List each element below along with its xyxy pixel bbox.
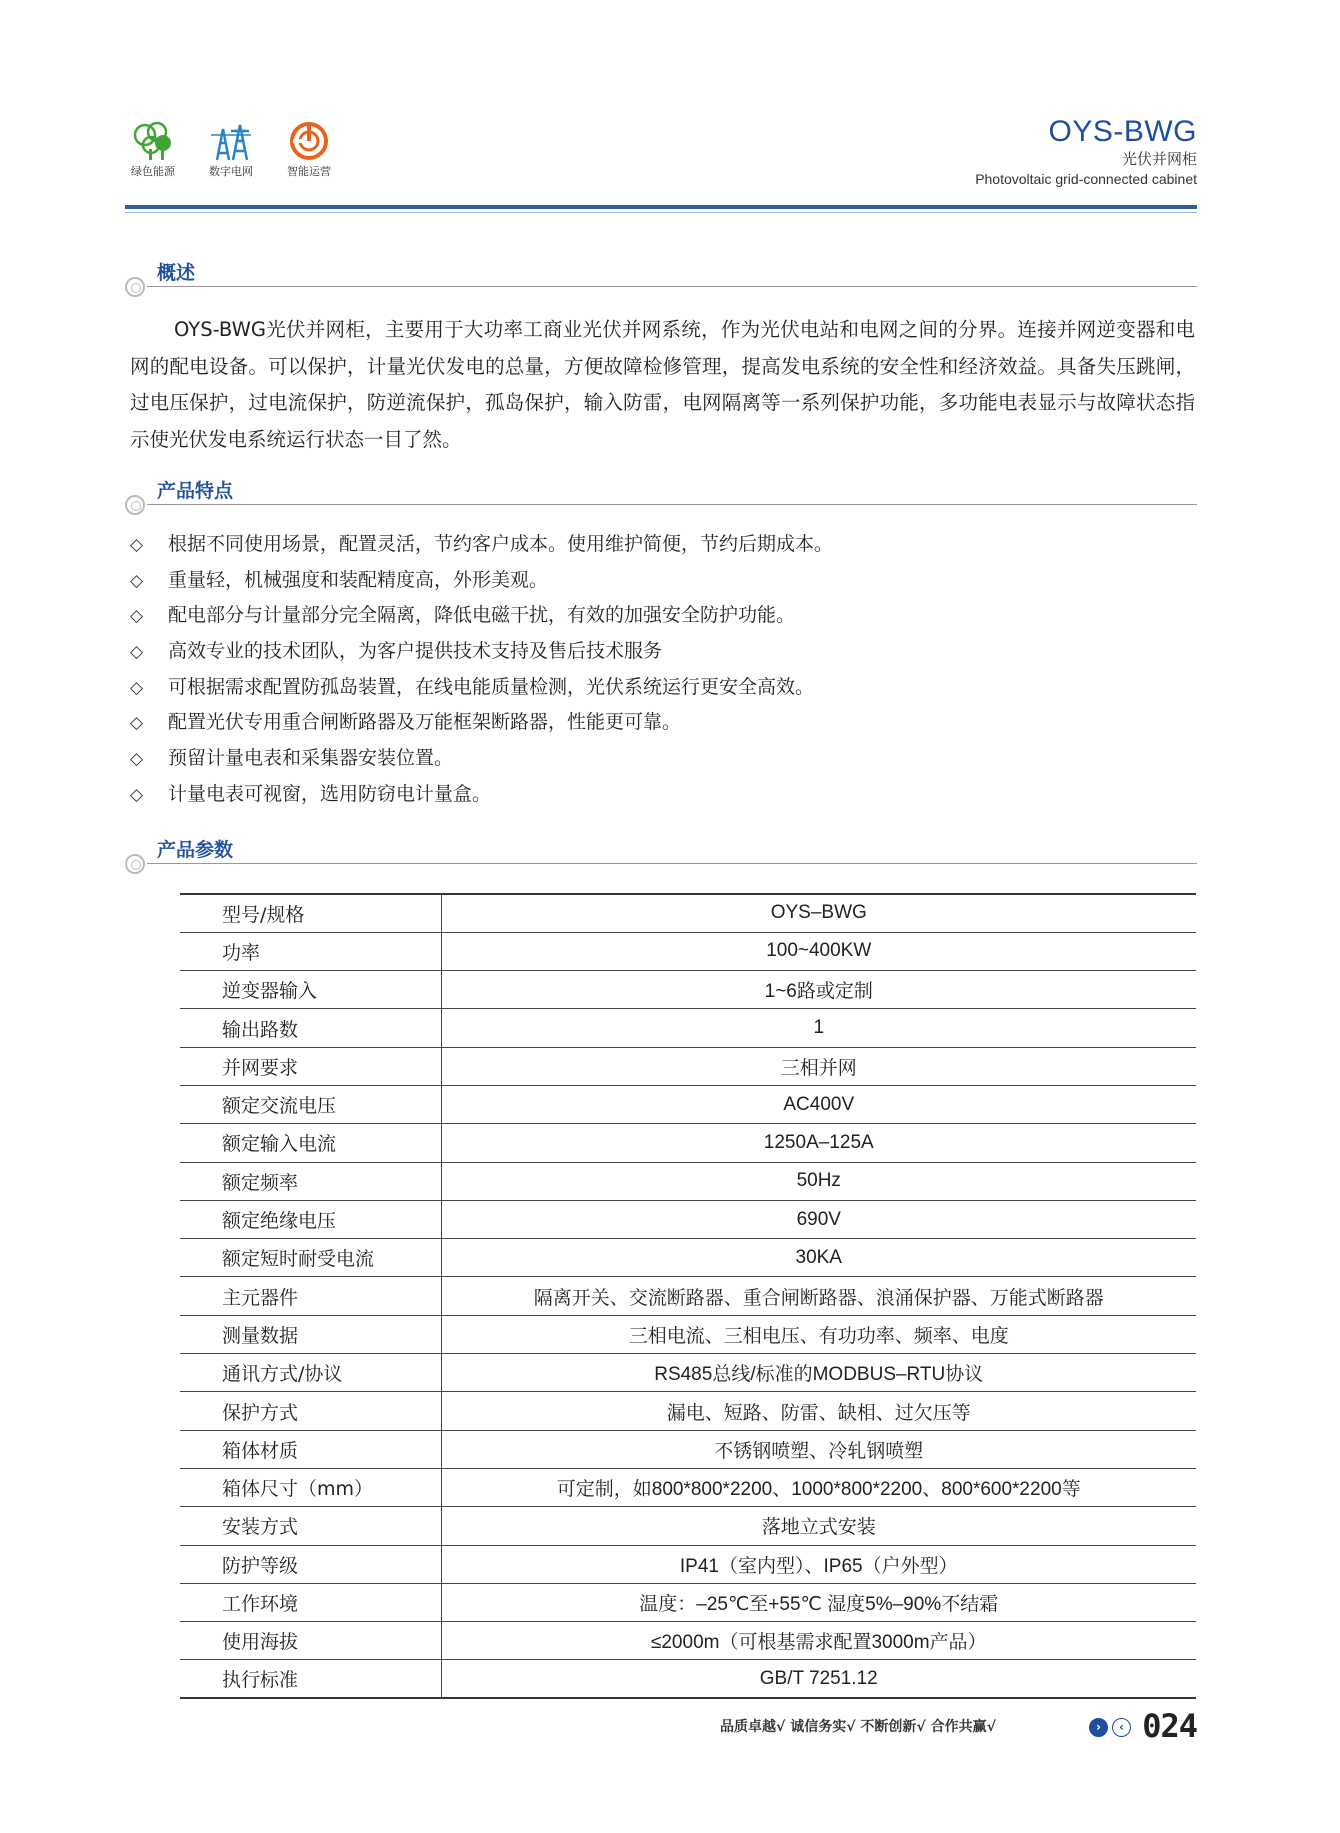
table-row: [180, 932, 1196, 970]
section-heading: 概述: [157, 262, 196, 284]
logo-label: 绿色能源: [131, 165, 175, 178]
header-divider: [125, 205, 1197, 209]
table-row: [180, 1468, 1196, 1506]
param-value: 1250A–125A: [441, 1124, 1196, 1162]
param-name: 通讯方式/协议: [180, 1354, 441, 1392]
next-page-icon[interactable]: ›: [1089, 1718, 1108, 1737]
table-row: [180, 1200, 1196, 1238]
diamond-bullet-icon: ◇: [130, 570, 144, 591]
diamond-bullet-icon: ◇: [130, 677, 144, 698]
table-row: [180, 1162, 1196, 1200]
list-item: [130, 527, 1190, 563]
table-row: [180, 1009, 1196, 1047]
param-value: IP41（室内型）、IP65（户外型）: [441, 1545, 1196, 1583]
logo-smart-operation: [281, 121, 337, 179]
param-name: 箱体材质: [180, 1430, 441, 1468]
feature-text: 配置光伏专用重合闸断路器及万能框架断路器，性能更可靠。: [168, 711, 682, 734]
section-overview-title: [125, 258, 1197, 298]
footer-slogan: 品质卓越√ 诚信务实√ 不断创新√ 合作共赢√: [720, 1719, 996, 1735]
list-item: [130, 670, 1190, 706]
table-row: [180, 1239, 1196, 1277]
param-name: 保护方式: [180, 1392, 441, 1430]
logo-green-energy: [125, 121, 181, 179]
param-name: 额定绝缘电压: [180, 1200, 441, 1238]
param-value: AC400V: [441, 1085, 1196, 1123]
param-name: 输出路数: [180, 1009, 441, 1047]
table-row: [180, 1622, 1196, 1660]
param-name: 执行标准: [180, 1660, 441, 1698]
page-footer: [720, 1708, 1197, 1744]
diamond-bullet-icon: ◇: [130, 606, 144, 627]
param-value: 三相电流、三相电压、有功功率、频率、电度: [441, 1315, 1196, 1353]
diamond-bullet-icon: ◇: [130, 713, 144, 734]
list-item: [130, 741, 1190, 777]
page-header: [125, 115, 1197, 215]
feature-text: 计量电表可视窗，选用防窃电计量盒。: [168, 782, 492, 805]
table-row: [180, 1277, 1196, 1315]
overview-paragraph: OYS-BWG光伏并网柜，主要用于大功率工商业光伏并网系统，作为光伏电站和电网之间的分界。连接并网逆变器和电网的配电设备。可以保护，计量光伏发电的总量，方便故障检修管理，提高发电系统的安全性和经济效益。具备失压跳闸，过电压保护，过电流保护，防逆流保护，孤岛保护，输入防雷，电网隔离等一系列保护功能，多功能电表显示与故障状态指示使光伏发电系统运行状态一目了然。: [130, 318, 1195, 451]
table-row: [180, 1660, 1196, 1698]
logo-label: 数字电网: [209, 165, 253, 178]
spec-table: [180, 893, 1196, 1699]
logo-label: 智能运营: [287, 165, 331, 178]
param-name: 安装方式: [180, 1507, 441, 1545]
table-row: [180, 1354, 1196, 1392]
param-value: 漏电、短路、防雷、缺相、过欠压等: [441, 1392, 1196, 1430]
param-value: GB/T 7251.12: [441, 1660, 1196, 1698]
table-row: [180, 894, 1196, 932]
param-value: OYS–BWG: [441, 894, 1196, 932]
section-params-title: [125, 835, 1197, 875]
digital-grid-icon: [209, 121, 253, 161]
page-number: 024: [1142, 1707, 1197, 1745]
param-value: 三相并网: [441, 1047, 1196, 1085]
list-item: [130, 705, 1190, 741]
ring-bullet-icon: [125, 854, 145, 874]
section-divider: [147, 504, 1197, 505]
feature-text: 可根据需求配置防孤岛装置，在线电能质量检测，光伏系统运行更安全高效。: [168, 675, 815, 698]
table-row: [180, 1583, 1196, 1621]
section-heading: 产品参数: [157, 839, 234, 861]
section-divider: [147, 286, 1197, 287]
list-item: [130, 563, 1190, 599]
param-value: 50Hz: [441, 1162, 1196, 1200]
table-row: [180, 1047, 1196, 1085]
list-item: [130, 634, 1190, 670]
table-row: [180, 1124, 1196, 1162]
param-value: 1~6路或定制: [441, 971, 1196, 1009]
product-model: OYS-BWG: [1048, 115, 1197, 148]
product-name-en: Photovoltaic grid-connected cabinet: [975, 171, 1197, 187]
param-value: 落地立式安装: [441, 1507, 1196, 1545]
diamond-bullet-icon: ◇: [130, 784, 144, 805]
param-value: 30KA: [441, 1239, 1196, 1277]
param-name: 额定短时耐受电流: [180, 1239, 441, 1277]
table-row: [180, 1545, 1196, 1583]
feature-list: [130, 527, 1190, 813]
param-value: 隔离开关、交流断路器、重合闸断路器、浪涌保护器、万能式断路器: [441, 1277, 1196, 1315]
logo-group: [125, 121, 337, 179]
param-value: 690V: [441, 1200, 1196, 1238]
param-name: 测量数据: [180, 1315, 441, 1353]
header-divider-thin: [125, 212, 1197, 213]
list-item: [130, 598, 1190, 634]
param-name: 主元器件: [180, 1277, 441, 1315]
param-name: 额定输入电流: [180, 1124, 441, 1162]
param-name: 并网要求: [180, 1047, 441, 1085]
param-name: 额定频率: [180, 1162, 441, 1200]
param-name: 功率: [180, 932, 441, 970]
feature-text: 根据不同使用场景，配置灵活，节约客户成本。使用维护简便，节约后期成本。: [168, 533, 834, 555]
green-energy-icon: [131, 121, 175, 161]
param-name: 额定交流电压: [180, 1085, 441, 1123]
table-row: [180, 1085, 1196, 1123]
param-value: RS485总线/标准的MODBUS–RTU协议: [441, 1354, 1196, 1392]
logo-digital-grid: [203, 121, 259, 179]
diamond-bullet-icon: ◇: [130, 749, 144, 770]
diamond-bullet-icon: ◇: [130, 535, 144, 555]
param-name: 工作环境: [180, 1583, 441, 1621]
smart-operation-icon: [287, 121, 331, 161]
param-value: 温度：–25℃至+55℃ 湿度5%–90%不结霜: [441, 1583, 1196, 1621]
product-name-cn: 光伏并网柜: [1121, 150, 1197, 168]
diamond-bullet-icon: ◇: [130, 642, 144, 663]
param-value: 100~400KW: [441, 932, 1196, 970]
table-row: [180, 1315, 1196, 1353]
param-value: ≤2000m（可根基需求配置3000m产品）: [441, 1622, 1196, 1660]
ring-bullet-icon: [125, 277, 145, 297]
table-row: [180, 1507, 1196, 1545]
param-value: 可定制，如800*800*2200、1000*800*2200、800*600*2200等: [441, 1468, 1196, 1506]
param-value: 1: [441, 1009, 1196, 1047]
feature-text: 配电部分与计量部分完全隔离，降低电磁干扰，有效的加强安全防护功能。: [168, 604, 796, 627]
list-item: [130, 777, 1190, 813]
param-name: 箱体尺寸（mm）: [180, 1468, 441, 1506]
table-row: [180, 1430, 1196, 1468]
section-divider: [147, 863, 1197, 864]
param-value: 不锈钢喷塑、冷轧钢喷塑: [441, 1430, 1196, 1468]
table-row: [180, 1392, 1196, 1430]
param-name: 型号/规格: [180, 894, 441, 932]
feature-text: 重量轻，机械强度和装配精度高，外形美观。: [168, 568, 549, 591]
section-features-title: [125, 476, 1197, 516]
brand-block: [975, 115, 1197, 189]
feature-text: 高效专业的技术团队，为客户提供技术支持及售后技术服务: [168, 640, 663, 663]
param-name: 逆变器输入: [180, 971, 441, 1009]
feature-text: 预留计量电表和采集器安装位置。: [168, 747, 454, 770]
prev-page-icon[interactable]: ‹: [1112, 1718, 1131, 1737]
param-name: 防护等级: [180, 1545, 441, 1583]
table-row: [180, 971, 1196, 1009]
section-heading: 产品特点: [157, 480, 234, 502]
ring-bullet-icon: [125, 495, 145, 515]
param-name: 使用海拔: [180, 1622, 441, 1660]
